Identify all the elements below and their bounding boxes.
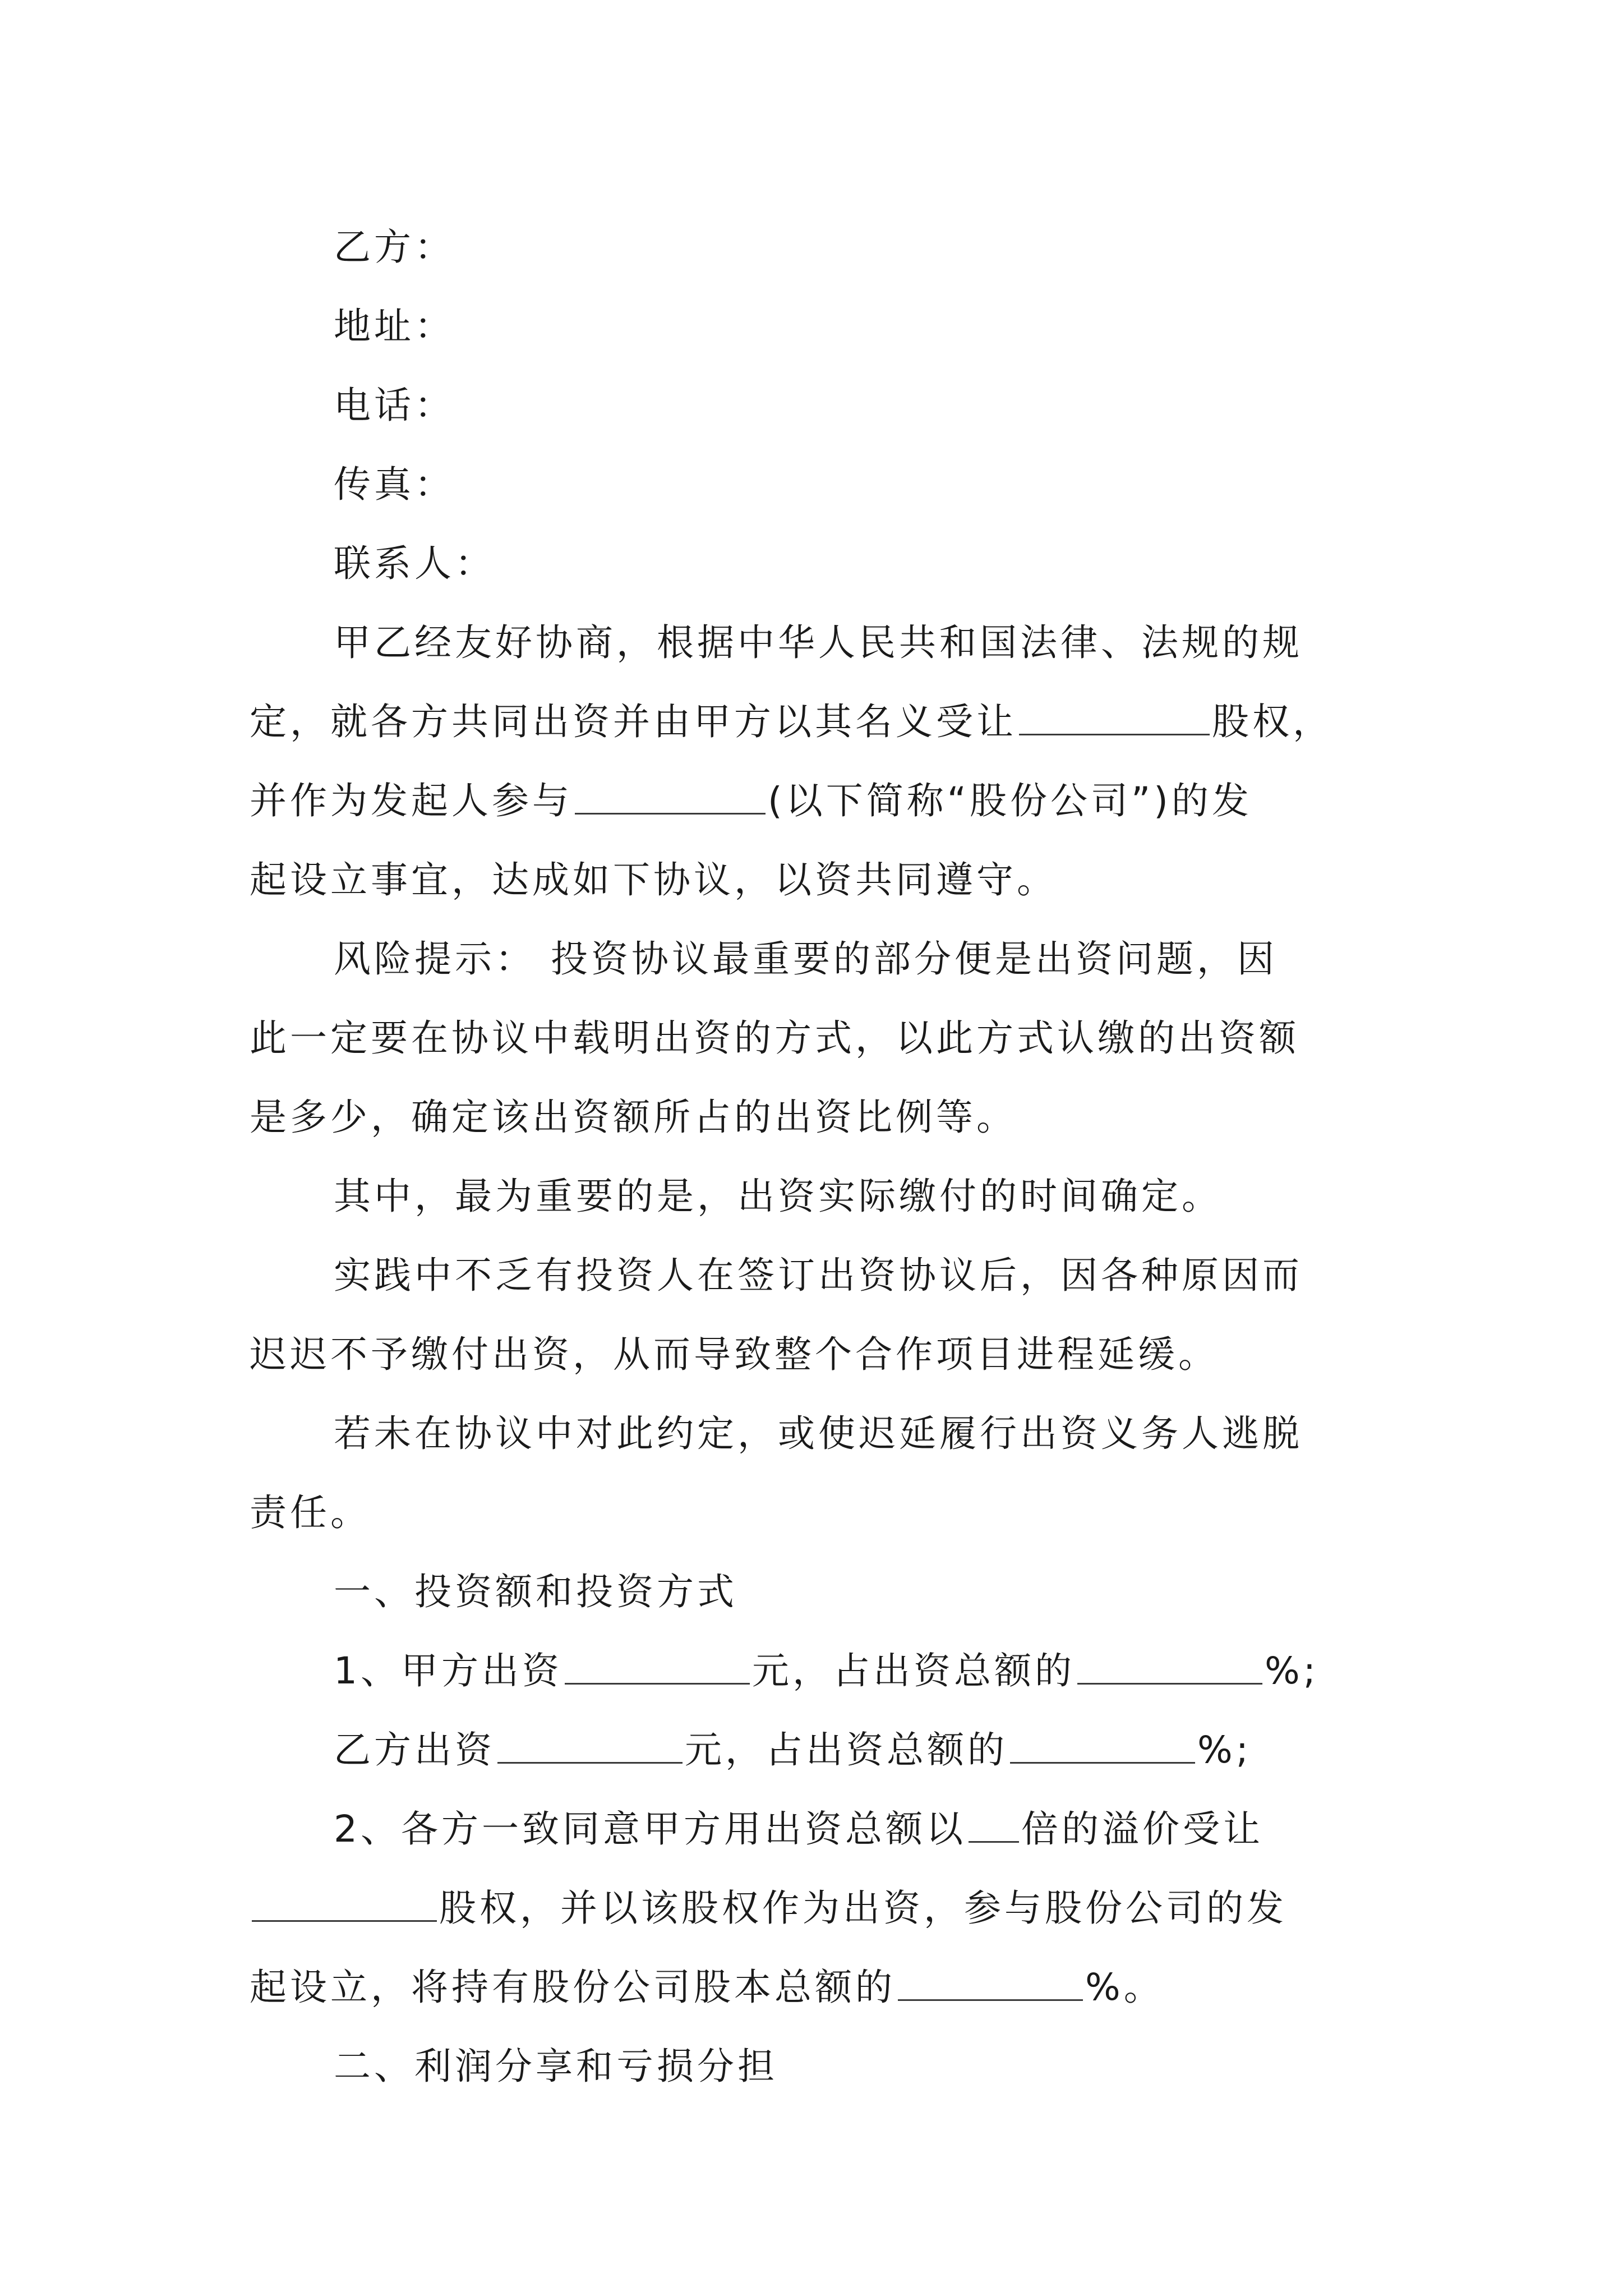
paragraph-line: 若未在协议中对此约定，或使迟延履行出资义务人逃脱 (334, 1412, 1303, 1455)
text-segment: %; (1197, 1728, 1252, 1772)
paragraph-line: 实践中不乏有投资人在签订出资协议后，因各种原因而 (334, 1254, 1303, 1297)
party-b-label: 乙方： (334, 226, 455, 269)
risk-note-line: 此一定要在协议中载明出资的方式，以此方式认缴的出资额 (250, 1016, 1299, 1060)
text-segment: 乙方出资 (334, 1728, 495, 1772)
text-segment: 并作为发起人参与 (250, 779, 573, 822)
clause-line (250, 1631, 1405, 1710)
fax-label: 传真： (334, 463, 455, 506)
blank-underline (1010, 1729, 1195, 1764)
blank-underline (969, 1809, 1019, 1843)
risk-note-line: 是多少，确定该出资额所占的出资比例等。 (250, 1096, 1017, 1139)
paragraph-line: 其中，最为重要的是，出资实际缴付的时间确定。 (334, 1175, 1222, 1218)
paragraph-intro-line: 甲乙经友好协商，根据中华人民共和国法律、法规的规 (334, 621, 1303, 664)
text-segment: 2、各方一致同意甲方用出资总额以 (334, 1807, 966, 1851)
blank-underline (497, 1729, 683, 1764)
clause-line (250, 1789, 1405, 1869)
paragraph-intro-line (250, 761, 1405, 840)
blank-underline (252, 1888, 437, 1922)
paragraph-intro-line: 起设立事宜，达成如下协议，以资共同遵守。 (250, 858, 1057, 901)
text-segment: %; (1265, 1649, 1319, 1692)
clause-line (250, 1710, 1405, 1789)
clause-line (250, 1948, 1405, 2027)
text-segment: 股权， (1212, 700, 1333, 743)
phone-label: 电话： (334, 384, 455, 427)
text-segment: 1、甲方出资 (334, 1649, 562, 1692)
blank-underline (575, 780, 766, 815)
contact-label: 联系人： (334, 542, 495, 585)
text-segment: 股权，并以该股权作为出资，参与股份公司的发 (439, 1887, 1287, 1930)
section-heading: 二、利润分享和亏损分担 (334, 2045, 778, 2088)
text-segment: 倍的溢价受让 (1021, 1807, 1264, 1851)
text-segment: 定，就各方共同出资并由甲方以其名义受让 (250, 700, 1017, 743)
blank-underline (1019, 701, 1210, 735)
text-segment: %。 (1085, 1966, 1164, 2009)
text-segment: (以下简称“股份公司”)的发 (768, 779, 1252, 822)
text-segment: 元，占出资总额的 (752, 1649, 1075, 1692)
blank-underline (1077, 1650, 1262, 1685)
blank-underline (565, 1650, 750, 1685)
paragraph-line: 迟迟不予缴付出资，从而导致整个合作项目进程延缓。 (250, 1333, 1219, 1376)
text-segment: 元，占出资总额的 (685, 1728, 1008, 1772)
blank-underline (898, 1967, 1083, 2001)
paragraph-intro-line (250, 682, 1405, 761)
clause-line (250, 1869, 1405, 1948)
text-segment: 起设立，将持有股份公司股本总额的 (250, 1966, 896, 2009)
risk-note-line: 风险提示： 投资协议最重要的部分便是出资问题，因 (334, 937, 1278, 981)
document-body (250, 208, 1405, 2106)
address-label: 地址： (334, 305, 455, 348)
paragraph-line: 责任。 (250, 1491, 371, 1534)
section-heading: 一、投资额和投资方式 (334, 1570, 737, 1613)
